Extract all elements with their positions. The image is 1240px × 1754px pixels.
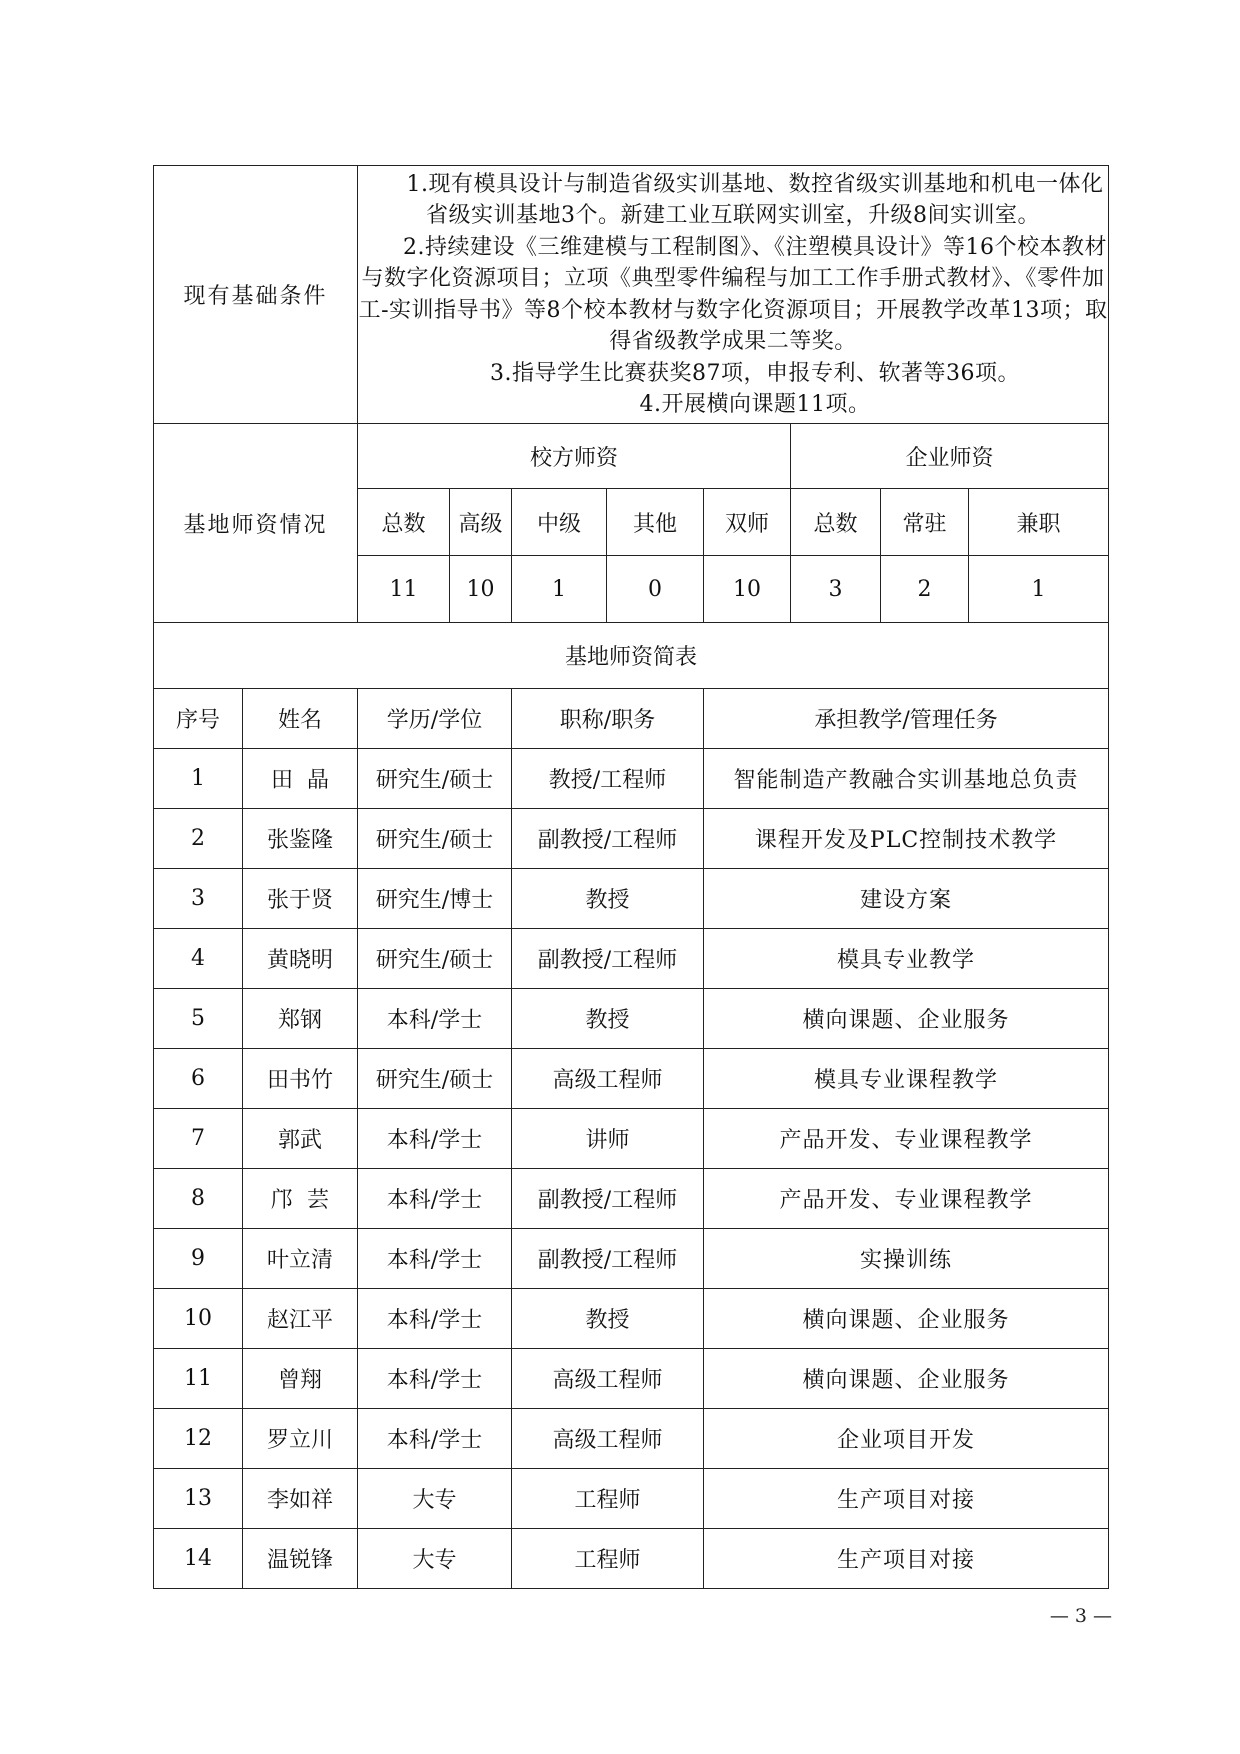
- row-name: 张于贤: [243, 869, 358, 929]
- table-row: [154, 1409, 1109, 1469]
- enterprise-faculty-header: 企业师资: [791, 424, 1109, 489]
- row-name: 赵江平: [243, 1289, 358, 1349]
- row-degree: 本科/学士: [358, 989, 512, 1049]
- summary-header-cell: 其他: [607, 489, 704, 556]
- row-degree: 本科/学士: [358, 1169, 512, 1229]
- summary-value-cell: 11: [358, 556, 450, 623]
- summary-header-cell: 中级: [512, 489, 607, 556]
- row-degree: 研究生/硕士: [358, 929, 512, 989]
- row-degree: 本科/学士: [358, 1109, 512, 1169]
- row-index: 13: [154, 1469, 243, 1529]
- row-duty: 横向课题、企业服务: [704, 1289, 1109, 1349]
- condition-paragraph: 3.指导学生比赛获奖87项，申报专利、软著等36项。: [490, 360, 1021, 386]
- row-duty: 课程开发及PLC控制技术教学: [704, 809, 1109, 869]
- summary-header-cell: 高级: [450, 489, 512, 556]
- row-name: 田书竹: [243, 1049, 358, 1109]
- row-index: 10: [154, 1289, 243, 1349]
- row-title: 副教授/工程师: [512, 1229, 704, 1289]
- table-row: [154, 1529, 1109, 1589]
- roster-body: [154, 749, 1109, 1589]
- row-index: 12: [154, 1409, 243, 1469]
- condition-paragraph: 1.现有模具设计与制造省级实训基地、数控省级实训基地和机电一体化省级实训基地3个。新建工业互联网实训室，升级8间实训室。: [406, 171, 1104, 228]
- row-duty: 产品开发、专业课程教学: [704, 1109, 1109, 1169]
- row-index: 3: [154, 869, 243, 929]
- condition-paragraph: 2.持续建设《三维建模与工程制图》、《注塑模具设计》等16个校本教材与数字化资源项目；立项《典型零件编程与加工工作手册式教材》、《零件加工-实训指导书》等8个校本教材与数字化资源项目；开展教学改革13项；取得省级教学成果二等奖。: [358, 234, 1108, 354]
- row-degree: 大专: [358, 1469, 512, 1529]
- row-degree: 研究生/硕士: [358, 809, 512, 869]
- summary-header-cell: 双师: [704, 489, 791, 556]
- row-title: 高级工程师: [512, 1049, 704, 1109]
- table-row: [154, 1049, 1109, 1109]
- table-row: [154, 929, 1109, 989]
- row-name: 温锐锋: [243, 1529, 358, 1589]
- table-row: [154, 1169, 1109, 1229]
- row-title: 副教授/工程师: [512, 809, 704, 869]
- row-degree: 研究生/硕士: [358, 1049, 512, 1109]
- page-number: — 3 —: [1049, 1605, 1112, 1627]
- row-index: 6: [154, 1049, 243, 1109]
- row-degree: 本科/学士: [358, 1349, 512, 1409]
- table-row: [154, 989, 1109, 1049]
- summary-value-cell: 10: [450, 556, 512, 623]
- row-title: 高级工程师: [512, 1409, 704, 1469]
- row-index: 1: [154, 749, 243, 809]
- summary-value-cell: 1: [969, 556, 1109, 623]
- row-title: 教授: [512, 869, 704, 929]
- row-duty: 企业项目开发: [704, 1409, 1109, 1469]
- row-name: 李如祥: [243, 1469, 358, 1529]
- table-row: [154, 809, 1109, 869]
- row-name: 叶立清: [243, 1229, 358, 1289]
- summary-value-cell: 3: [791, 556, 881, 623]
- row-degree: 本科/学士: [358, 1409, 512, 1469]
- row-degree: 本科/学士: [358, 1229, 512, 1289]
- row-name: 郭武: [243, 1109, 358, 1169]
- row-index: 7: [154, 1109, 243, 1169]
- roster-title: 基地师资简表: [154, 623, 1109, 689]
- summary-value-cell: 10: [704, 556, 791, 623]
- row-duty: 产品开发、专业课程教学: [704, 1169, 1109, 1229]
- row-index: 5: [154, 989, 243, 1049]
- row-degree: 研究生/博士: [358, 869, 512, 929]
- summary-value-cell: 2: [881, 556, 969, 623]
- row-duty: 智能制造产教融合实训基地总负责: [704, 749, 1109, 809]
- row-name: 黄晓明: [243, 929, 358, 989]
- row-index: 8: [154, 1169, 243, 1229]
- column-header-index: 序号: [154, 689, 243, 749]
- table-row: [154, 749, 1109, 809]
- row-title: 讲师: [512, 1109, 704, 1169]
- column-header-title: 职称/职务: [512, 689, 704, 749]
- row-title: 工程师: [512, 1469, 704, 1529]
- row-title: 教授: [512, 1289, 704, 1349]
- row-index: 4: [154, 929, 243, 989]
- summary-header-cell: 兼职: [969, 489, 1109, 556]
- summary-value-cell: 0: [607, 556, 704, 623]
- row-title: 高级工程师: [512, 1349, 704, 1409]
- row-title: 教授: [512, 989, 704, 1049]
- column-header-degree: 学历/学位: [358, 689, 512, 749]
- row-duty: 生产项目对接: [704, 1469, 1109, 1529]
- row-index: 11: [154, 1349, 243, 1409]
- row-index: 9: [154, 1229, 243, 1289]
- row-name: 田 晶: [243, 749, 358, 809]
- row-duty: 实操训练: [704, 1229, 1109, 1289]
- row-duty: 建设方案: [704, 869, 1109, 929]
- row-duty: 生产项目对接: [704, 1529, 1109, 1589]
- existing-conditions-label: 现有基础条件: [154, 166, 358, 424]
- row-degree: 大专: [358, 1529, 512, 1589]
- summary-header-cell: 常驻: [881, 489, 969, 556]
- row-degree: 研究生/硕士: [358, 749, 512, 809]
- table-row: [154, 1109, 1109, 1169]
- table-row: [154, 1469, 1109, 1529]
- row-title: 副教授/工程师: [512, 929, 704, 989]
- condition-paragraph: 4.开展横向课题11项。: [639, 392, 871, 417]
- row-name: 罗立川: [243, 1409, 358, 1469]
- row-index: 2: [154, 809, 243, 869]
- row-name: 张鉴隆: [243, 809, 358, 869]
- table-row: [154, 1289, 1109, 1349]
- faculty-summary-label: 基地师资情况: [154, 424, 358, 623]
- table-row: [154, 869, 1109, 929]
- row-duty: 横向课题、企业服务: [704, 989, 1109, 1049]
- row-duty: 横向课题、企业服务: [704, 1349, 1109, 1409]
- row-name: 郑钢: [243, 989, 358, 1049]
- row-title: 副教授/工程师: [512, 1169, 704, 1229]
- summary-value-cell: 1: [512, 556, 607, 623]
- row-degree: 本科/学士: [358, 1289, 512, 1349]
- existing-conditions-text: [358, 166, 1109, 424]
- column-header-name: 姓名: [243, 689, 358, 749]
- school-faculty-header: 校方师资: [358, 424, 791, 489]
- table-row: [154, 1229, 1109, 1289]
- row-duty: 模具专业教学: [704, 929, 1109, 989]
- summary-header-cell: 总数: [791, 489, 881, 556]
- row-duty: 模具专业课程教学: [704, 1049, 1109, 1109]
- summary-header-cell: 总数: [358, 489, 450, 556]
- table-row: [154, 1349, 1109, 1409]
- row-title: 工程师: [512, 1529, 704, 1589]
- row-name: 邝 芸: [243, 1169, 358, 1229]
- row-name: 曾翔: [243, 1349, 358, 1409]
- faculty-table: [153, 165, 1109, 1589]
- column-header-duty: 承担教学/管理任务: [704, 689, 1109, 749]
- row-title: 教授/工程师: [512, 749, 704, 809]
- row-index: 14: [154, 1529, 243, 1589]
